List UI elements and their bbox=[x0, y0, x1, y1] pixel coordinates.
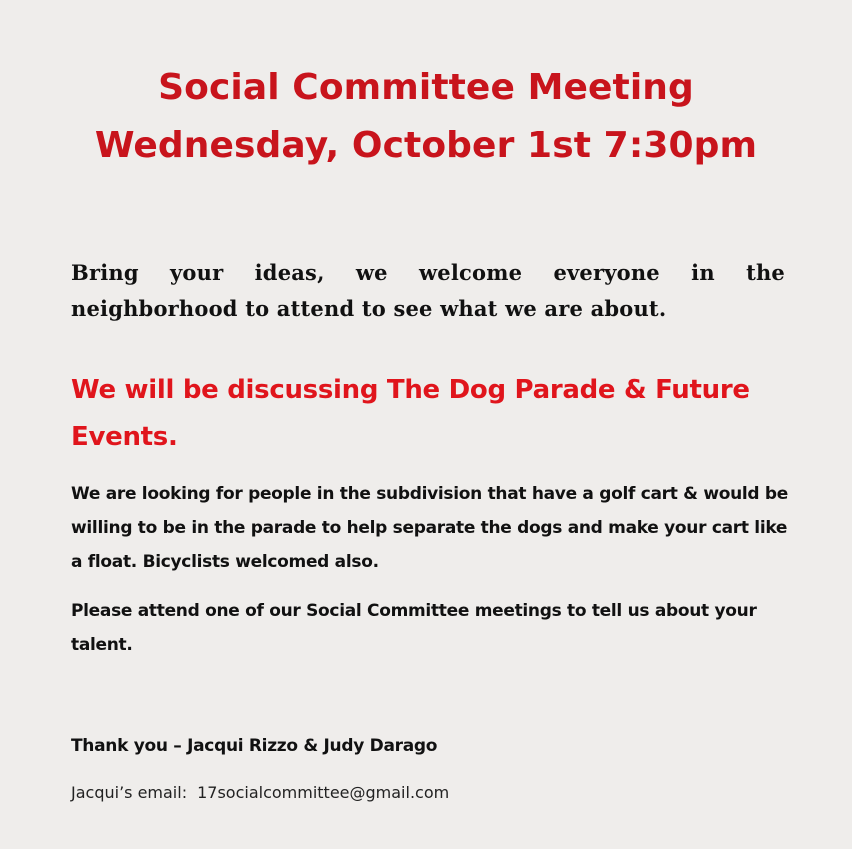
meeting-date-time: Wednesday, October 1st 7:30pm bbox=[94, 125, 758, 166]
intro-paragraph: Bring your ideas, we welcome everyone in the neighborhood to attend to see what we are about. bbox=[71, 260, 785, 321]
flyer-title: Social Committee Meeting bbox=[158, 67, 694, 108]
discussion-topic: We will be discussing The Dog Parade & Future Events. bbox=[71, 375, 750, 452]
email-line bbox=[71, 780, 449, 806]
attend-paragraph: Please attend one of our Social Committee meetings to tell us about your talent. bbox=[71, 601, 757, 655]
golf-cart-paragraph: We are looking for people in the subdivision that have a golf cart & would be willing to be in the parade to help separate the dogs and make your cart like a float. Bicyclists welcomed also. bbox=[71, 484, 789, 572]
email-address: 17socialcommittee@gmail.com bbox=[197, 783, 450, 802]
thank-you-line: Thank you – Jacqui Rizzo & Judy Darago bbox=[71, 736, 438, 756]
email-label: Jacqui’s email: bbox=[71, 783, 188, 802]
